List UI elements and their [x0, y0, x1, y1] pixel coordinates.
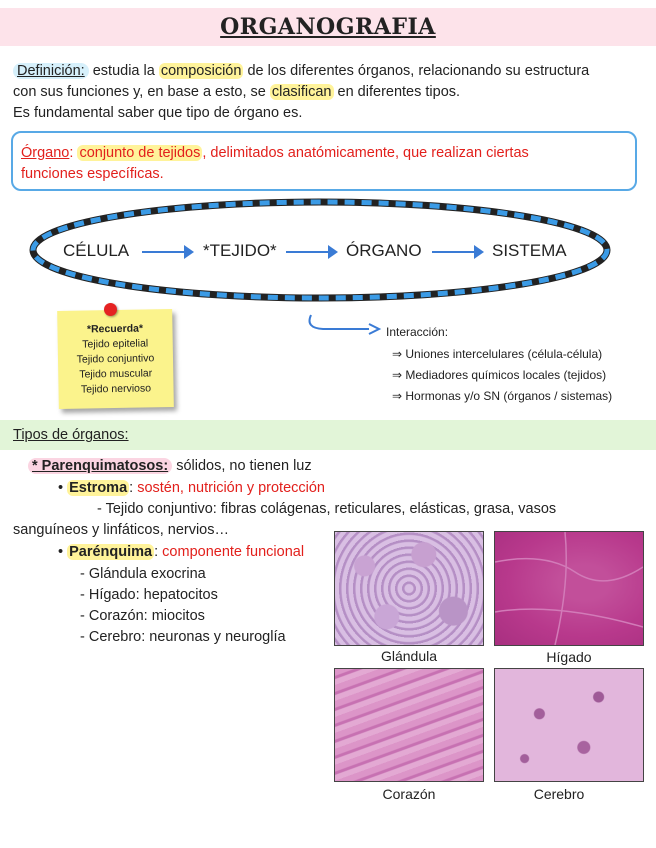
- page-title: ORGANOGRAFIA: [220, 14, 436, 40]
- highlight-composicion: composición: [160, 63, 242, 79]
- bullet-icon: •: [58, 480, 68, 496]
- note-item: Tejido conjuntivo: [76, 352, 155, 366]
- caption-cerebro: Cerebro: [533, 786, 585, 802]
- parenquima-line: • Parénquima : componente funcional: [58, 544, 305, 560]
- parenquima-item: - Cerebro: neuronas y neuroglía: [80, 629, 286, 645]
- definition-label: Definición:: [13, 63, 89, 79]
- estroma-detail-1: - Tejido conjuntivo: fibras colágenas, reticulares, elásticas, grasa, vasos: [97, 501, 557, 517]
- types-heading: Tipos de órganos:: [13, 427, 129, 443]
- interaction-item: ⇒ Uniones intercelulares (célula-célula): [392, 347, 603, 361]
- brain-histology-image: [494, 668, 644, 782]
- caption-corazon: Corazón: [382, 786, 436, 802]
- arrow-3-icon: [474, 245, 484, 259]
- parenquima-item: - Hígado: hepatocitos: [80, 587, 218, 603]
- parenquima-label: Parénquima: [69, 544, 153, 560]
- parenquimatosos-label: * Parenquimatosos:: [28, 458, 172, 474]
- parenquima-item: - Glándula exocrina: [80, 566, 206, 582]
- bullet-icon: •: [58, 544, 68, 560]
- red-pin-icon: [104, 303, 117, 316]
- caption-glandula: Glándula: [380, 648, 438, 664]
- estroma-desc: sostén, nutrición y protección: [137, 480, 325, 496]
- parenquima-item: - Corazón: miocitos: [80, 608, 205, 624]
- arrow-1-line: [142, 251, 186, 253]
- curved-arrow-icon: [303, 312, 383, 336]
- flow-celula: CÉLULA: [63, 241, 130, 260]
- definition-paragraph: [13, 61, 589, 124]
- flow-organo: ÓRGANO: [346, 241, 422, 260]
- reminder-sticky-note: [57, 309, 174, 409]
- estroma-label: Estroma: [69, 480, 128, 496]
- arrow-2-icon: [328, 245, 338, 259]
- liver-histology-image: [494, 531, 644, 646]
- flow-tejido: *TEJIDO*: [203, 241, 277, 260]
- note-item: Tejido nervioso: [80, 382, 152, 396]
- parenquima-desc: componente funcional: [162, 544, 305, 560]
- estroma-detail-2: sanguíneos y linfáticos, nervios…: [13, 522, 229, 538]
- gland-histology-image: [334, 531, 484, 646]
- title-band: [0, 8, 656, 46]
- arrow-3-line: [432, 251, 476, 253]
- organ-line-1: Órgano: conjunto de tejidos , delimitados anatómicamente, que realizan ciertas: [21, 145, 529, 161]
- definition-line-2: con sus funciones y, en base a esto, se clasifican en diferentes tipos.: [13, 84, 461, 100]
- interaction-item: ⇒ Hormonas y/o SN (órganos / sistemas): [392, 389, 613, 403]
- organ-line-2: funciones específicas.: [21, 166, 164, 182]
- definition-line-3: Es fundamental saber que tipo de órgano es.: [13, 105, 303, 121]
- organ-label: Órgano: [21, 145, 70, 161]
- interaction-title: Interacción:: [386, 325, 449, 339]
- estroma-line: • Estroma : sostén, nutrición y protección: [58, 480, 325, 496]
- note-item: Tejido muscular: [79, 367, 153, 381]
- note-item: Tejido epitelial: [82, 337, 149, 351]
- arrow-2-line: [286, 251, 330, 253]
- flow-sistema: SISTEMA: [492, 241, 567, 260]
- definition-line-1: Definición: estudia la composición de los diferentes órganos, relacionando su estructura: [13, 61, 589, 82]
- highlight-conjunto: conjunto de tejidos: [79, 145, 201, 161]
- highlight-clasifican: clasifican: [271, 84, 332, 100]
- arrow-1-icon: [184, 245, 194, 259]
- note-title: *Recuerda*: [86, 322, 144, 336]
- caption-higado: Hígado: [546, 649, 592, 665]
- organ-definition-box: [11, 131, 637, 191]
- interaction-item: ⇒ Mediadores químicos locales (tejidos): [392, 368, 607, 382]
- parenquimatosos-line: * Parenquimatosos: sólidos, no tienen luz: [28, 456, 312, 477]
- heart-histology-image: [334, 668, 484, 782]
